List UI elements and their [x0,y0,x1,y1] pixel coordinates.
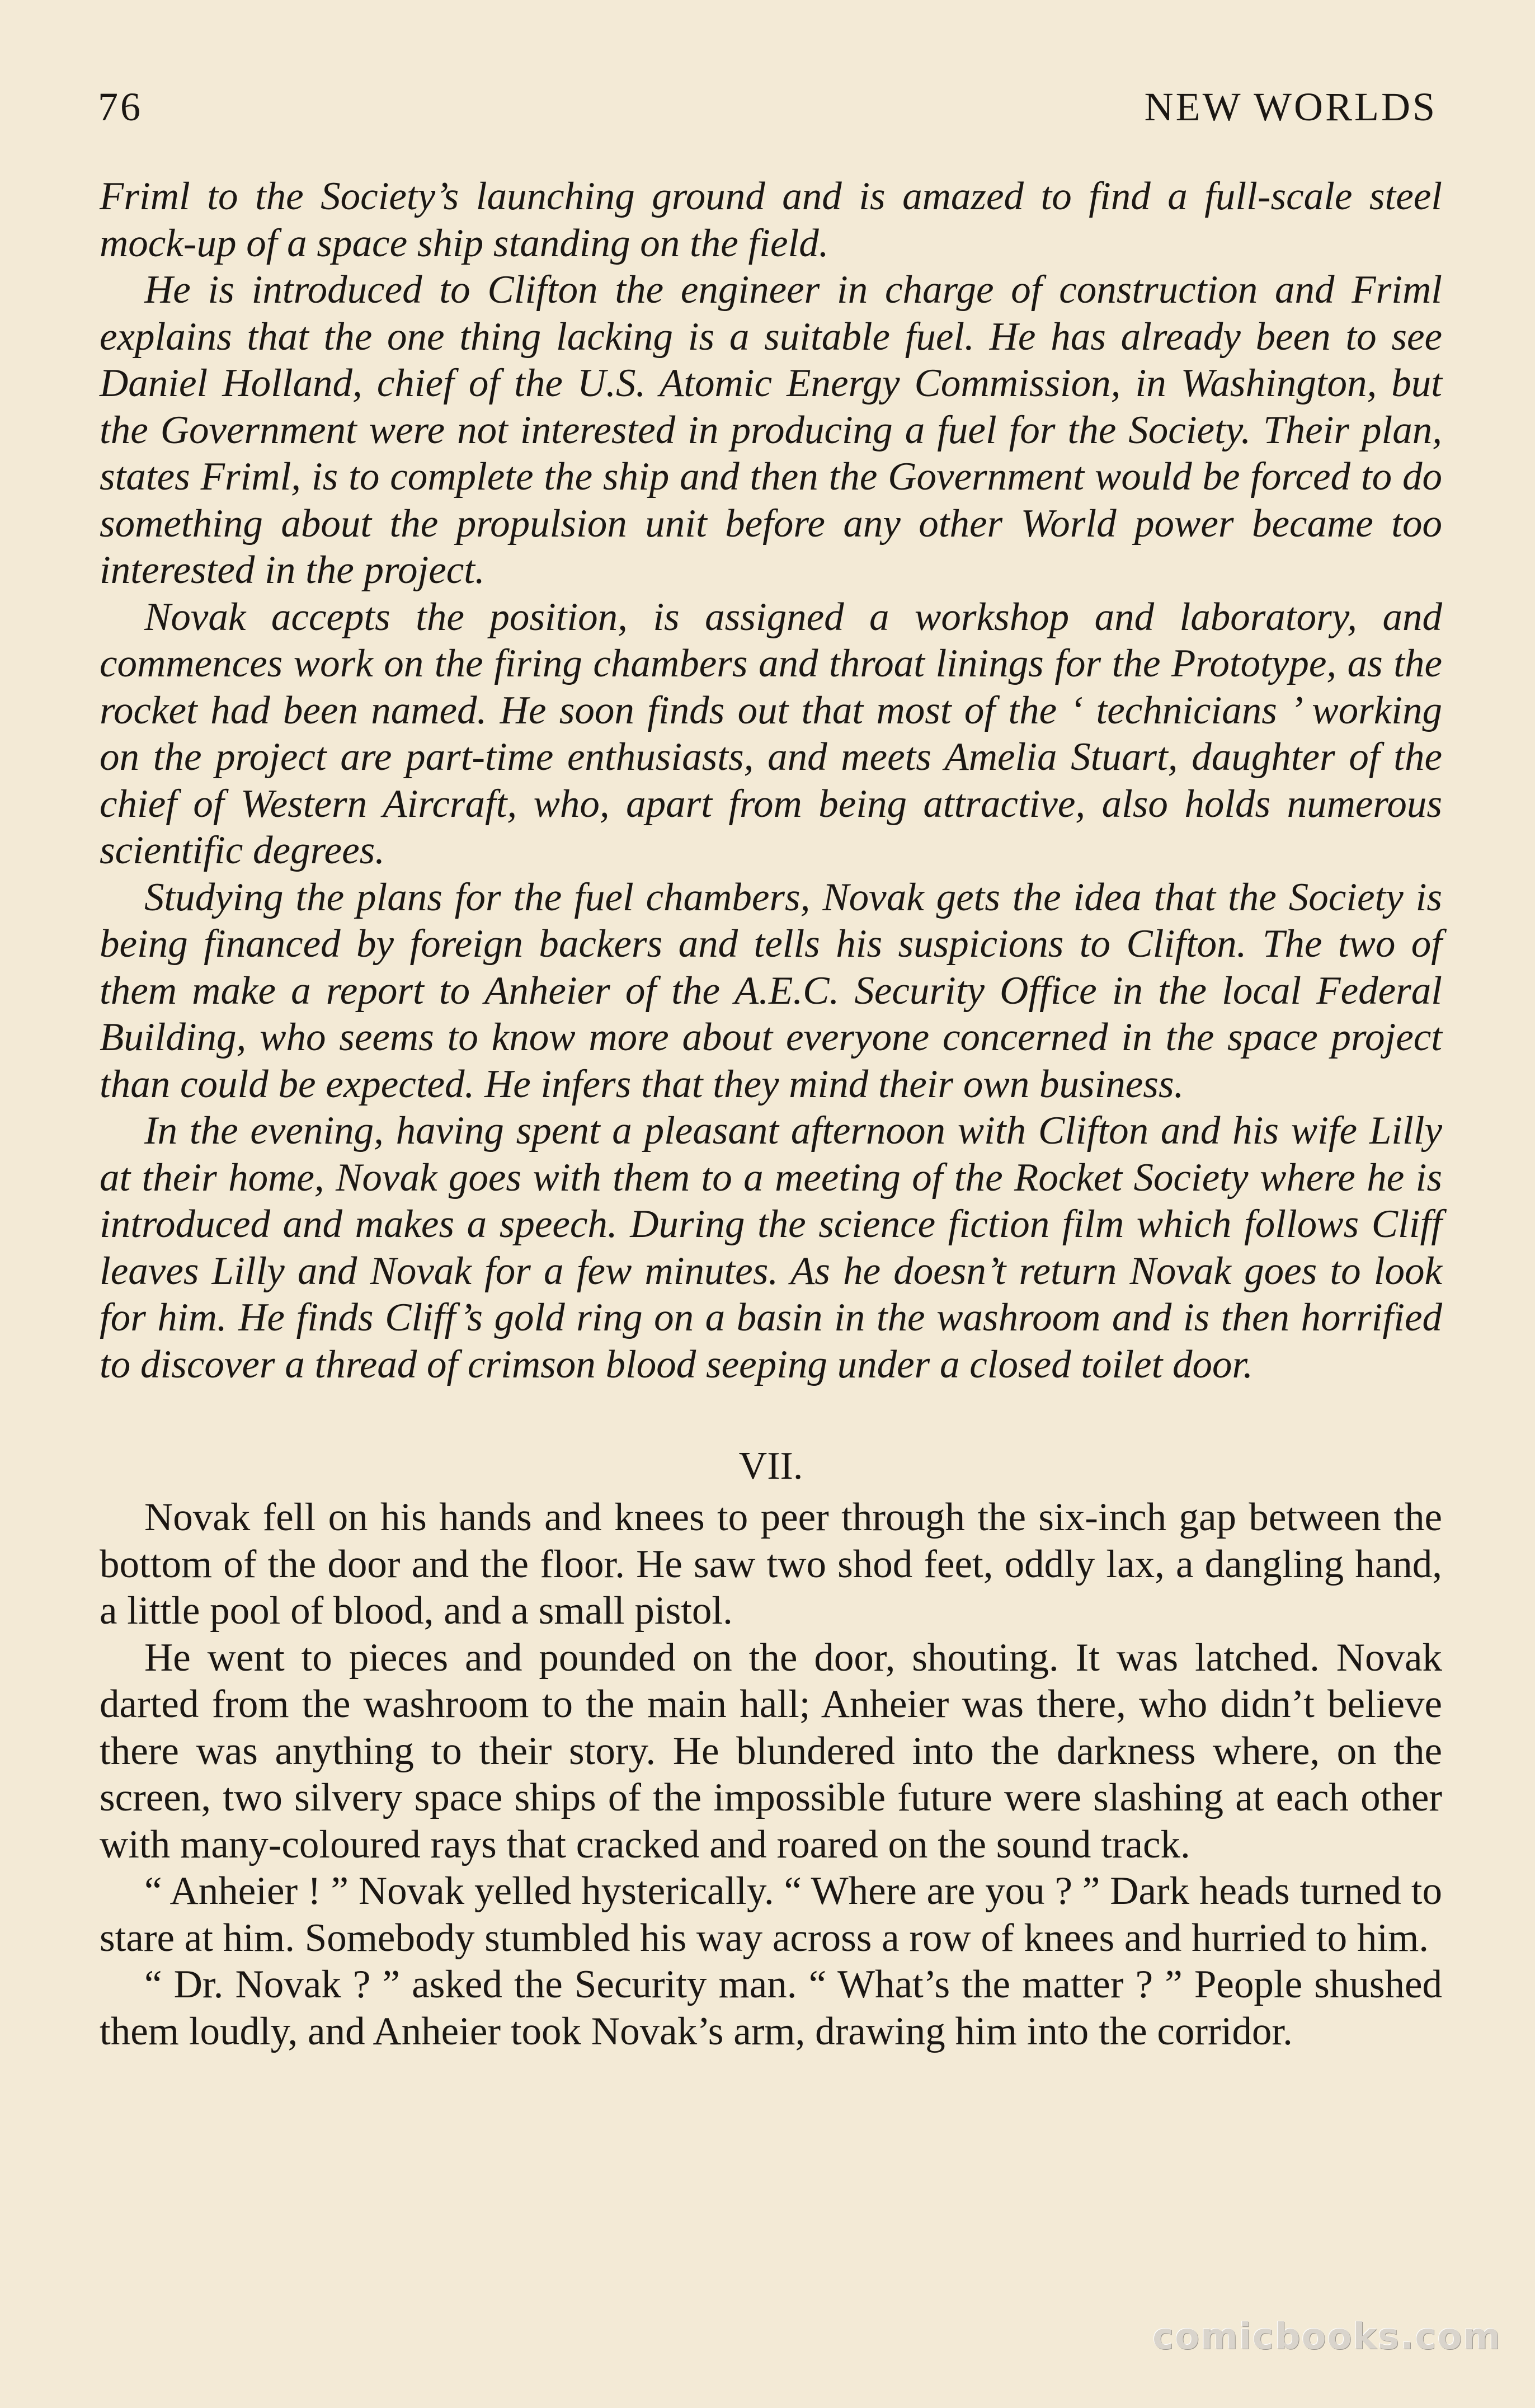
chapter-heading: VII. [738,1445,803,1488]
synopsis-paragraph: In the evening, having spent a pleasant afternoon with Clifton and his wife Lilly at their home, Novak goes with them to a meeting of the Rocket Society where he is introduced and makes a speech. During the science fiction film which follows Cliff leaves Lilly and Novak for a few minutes. As he doesn’t return Novak goes to look for him. He finds Cliff’s gold ring on a basin in the washroom and is then horrified to discover a thread of crimson blood seeping under a closed toilet door. [100,1109,1442,1386]
page-number: 76 [98,84,143,129]
running-title: NEW WORLDS [1144,84,1437,129]
synopsis-paragraph: Novak accepts the position, is assigned a workshop and laboratory, and commences work on the firing chambers and throat linings for the Prototype, as the rocket had been named. He soon finds out that most of the ‘ technicians ’ working on the project are part-time enthusiasts, and meets Amelia Stuart, daughter of the chief of Western Aircraft, who, apart from being attractive, also holds numerous scientific degrees. [100,595,1442,872]
synopsis-paragraph: Studying the plans for the fuel chambers, Novak gets the idea that the Society is being financed by foreign backers and tells his suspicions to Clifton. The two of them make a report to Anheier of the A.E.C. Security Office in the local Federal Building, who seems to know more about everyone concerned in the space project than could be expected. He infers that they mind their own business. [100,875,1442,1106]
chapter-paragraph: Novak fell on his hands and knees to peer through the six-inch gap between the bottom of the door and the floor. He saw two shod feet, oddly lax, a dangling hand, a little pool of blood, and a small pistol. [100,1495,1442,1633]
synopsis-paragraph: He is introduced to Clifton the engineer in charge of construction and Friml explains that the one thing lacking is a suitable fuel. He has already been to see Daniel Holland, chief of the U.S. Atomic Energy Commission, in Washington, but the Government were not interested in producing a fuel for the Society. Their plan, states Friml, is to complete the ship and then the Government would be forced to do something about the propulsion unit before any other World power became too interested in the project. [100,268,1442,592]
chapter-paragraph: “ Dr. Novak ? ” asked the Security man. “ What’s the matter ? ” People shushed them loudly, and Anheier took Novak’s arm, drawing him into the corridor. [100,1963,1442,2053]
chapter-text [100,1494,1442,2055]
running-head [98,84,1437,134]
synopsis [100,173,1442,1388]
chapter-paragraph: “ Anheier ! ” Novak yelled hysterically. “ Where are you ? ” Dark heads turned to stare at him. Somebody stumbled his way across a row of knees and hurried to him. [100,1869,1442,1960]
page-body [100,173,1442,2055]
synopsis-paragraph: Friml to the Society’s launching ground and is amazed to find a full-scale steel mock-up of a space ship standing on the field. [100,175,1442,265]
chapter-paragraph: He went to pieces and pounded on the door, shouting. It was latched. Novak darted from the washroom to the main hall; Anheier was there, who didn’t believe there was anything to their story. He blundered into the darkness where, on the screen, two silvery space ships of the impossible future were slashing at each other with many-coloured rays that cracked and roared on the sound track. [100,1635,1442,1866]
watermark: comicbooks.com [1152,2316,1501,2358]
